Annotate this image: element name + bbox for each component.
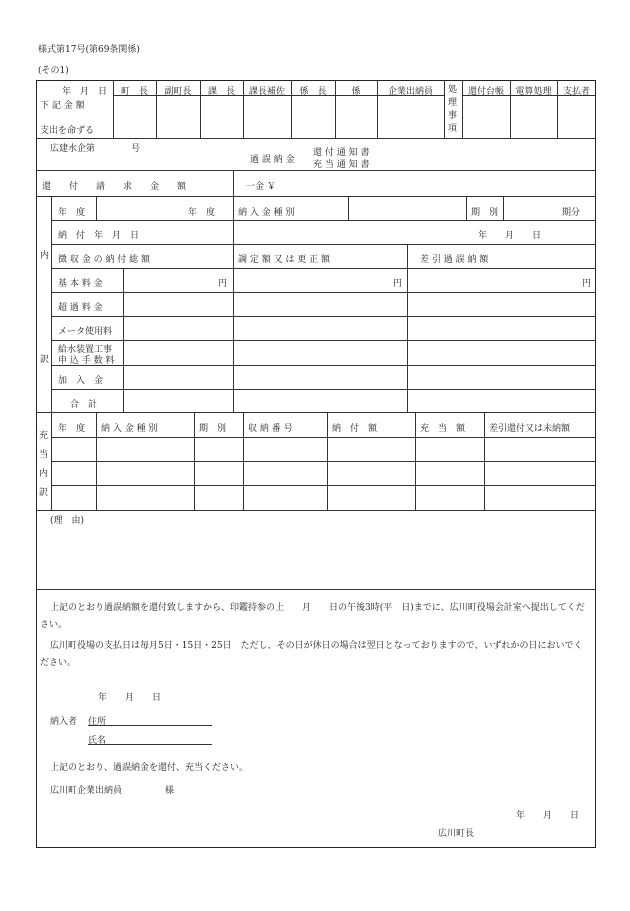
- notice-paragraph-1: 上記のとおり過誤納額を還付致しますから、印鑑持参の上 月 日の午後3時(平 日)までに、広川町役場会計室へ提出してください。: [40, 603, 585, 630]
- form-part-label: (その1): [38, 66, 69, 76]
- approval-order-label: 支出を命ずる: [40, 126, 95, 136]
- payment-date-value: 年 月 日: [478, 231, 542, 241]
- issue-date: 年 月 日: [516, 811, 580, 821]
- period-label: 期 別: [471, 208, 499, 218]
- alloc-header-period: 期 別: [199, 424, 227, 434]
- yen-unit-1: 円: [218, 279, 228, 289]
- notice-title-refund: 還 付 通 知 書: [313, 148, 370, 158]
- alloc-header-balance: 差引還付又は未納額: [489, 424, 571, 434]
- alloc-header-type: 納 入 金 種 別: [101, 424, 158, 434]
- payment-date-label: 納 付 年 月 日: [58, 231, 140, 241]
- header-overpaid-amount: 差 引 過 誤 納 額: [420, 255, 489, 265]
- alloc-header-allocated: 充 当 額: [420, 424, 466, 434]
- addressee-honorific: 様: [165, 786, 175, 796]
- alloc-header-year: 年 度: [58, 424, 86, 434]
- approval-col-refund-ledger: 還付台帳: [467, 87, 504, 97]
- fiscal-year-value: 年 度: [188, 208, 216, 218]
- addressee: 広川町企業出納員: [50, 786, 123, 796]
- item-meter-fee: メータ使用料: [58, 327, 113, 337]
- payer-name-label: 氏名: [88, 736, 107, 746]
- form-style-number: 様式第17号(第69条関係): [38, 45, 140, 55]
- item-installation-work: 給水装置工事: [58, 345, 113, 355]
- fiscal-year-label: 年 度: [58, 208, 86, 218]
- approval-col-deputy-mayor: 副町長: [164, 87, 192, 97]
- item-excess-fee: 超 過 料 金: [58, 303, 103, 313]
- approval-col-mayor: 町 長: [120, 87, 148, 97]
- detail-side-label-2: 訳: [40, 355, 50, 365]
- alloc-side-4: 訳: [38, 488, 48, 498]
- detail-side-label-1: 内: [40, 251, 50, 261]
- yen-unit-3: 円: [582, 279, 592, 289]
- notice-kind: 過 誤 納 金: [250, 155, 295, 165]
- refund-amount-value: 一金 ￥: [246, 182, 276, 192]
- payment-type-label: 納 入 金 種 別: [238, 208, 295, 218]
- payer-date: 年 月 日: [98, 693, 162, 703]
- header-total-collected: 徴 収 金 の 納 付 総 額: [58, 255, 151, 265]
- issuer: 広川町長: [438, 829, 475, 839]
- approval-col-cashier: 企業出納員: [387, 87, 433, 97]
- period-value: 期分: [562, 208, 581, 218]
- approval-col-processing: 処理事項: [448, 85, 458, 134]
- approval-col-payer: 支払者: [562, 87, 590, 97]
- header-assessed-amount: 調 定 額 又 は 更 正 額: [238, 255, 331, 265]
- approval-col-unit-chief: 係 長: [299, 87, 327, 97]
- alloc-side-3: 内: [38, 469, 48, 479]
- alloc-header-receipt-no: 収 納 番 号: [248, 424, 293, 434]
- approval-col-computer: 電算処理: [515, 87, 552, 97]
- approval-col-staff: 係: [351, 87, 361, 97]
- approval-amount-label: 下 記 金 額: [40, 101, 85, 111]
- yen-unit-2: 円: [393, 279, 403, 289]
- item-membership-fee: 加 入 金: [58, 376, 104, 386]
- notice-doc-number: 広建水企第 号: [50, 144, 141, 154]
- refund-amount-label: 還 付 請 求 金 額: [42, 182, 187, 192]
- item-total: 合 計: [70, 400, 98, 410]
- approval-col-assistant-chief: 課長補佐: [248, 87, 285, 97]
- approval-col-section-chief: 課 長: [207, 87, 235, 97]
- reason-label: (理 由): [50, 516, 85, 526]
- alloc-side-1: 充: [38, 431, 48, 441]
- request-text: 上記のとおり、過誤納金を還付、充当ください。: [50, 763, 249, 773]
- notice-title-allocation: 充 当 通 知 書: [313, 160, 370, 170]
- item-application-fee: 申 込 手 数 料: [58, 356, 115, 366]
- alloc-side-2: 当: [38, 450, 48, 460]
- alloc-header-paid-amount: 納 付 額: [332, 424, 378, 434]
- payer-address-label: 住所: [88, 717, 107, 727]
- item-basic-fee: 基 本 料 金: [58, 279, 103, 289]
- notice-paragraph-2: 広川町役場の支払日は毎月5日・15日・25日 ただし、その日が休日の場合は翌日となっておりますので、いずれかの日においでください。: [40, 641, 583, 668]
- approval-date-label: 年 月 日: [62, 87, 108, 97]
- payer-label: 納入者: [50, 717, 78, 727]
